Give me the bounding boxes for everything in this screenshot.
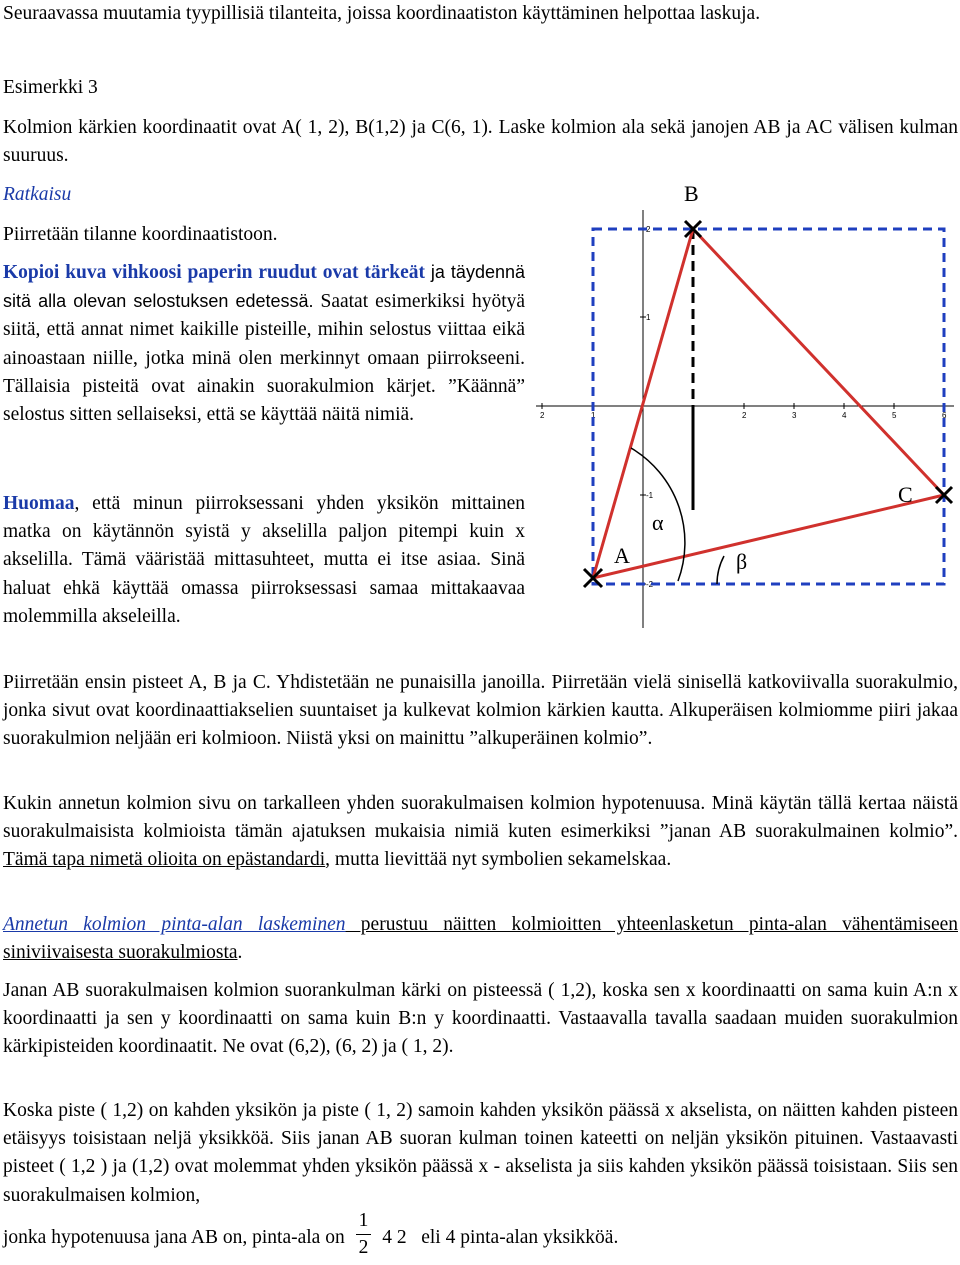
paragraph-6-expression: 4 2 [382, 1226, 407, 1248]
paragraph-2-b: , mutta lievittää nyt symbolien sekamelskaa. [325, 849, 672, 871]
huomaa-rest: , että minun piirroksessani yhden yksikön mittainen matka on käytännön syistä y akselilla paljon pitempi kuin x akselilla. Tämä vääristää mittasuhteet, mutta ei itse asiaa. Sinä haluat ehkä käyttää omassa piirroksessasi samaa mittakaavaa molemmilla akseleilla. [3, 493, 525, 627]
paragraph-3-underlined: perustuu näitten kolmioitten yhteenlasketun pinta-alan vähentämiseen siniviivaisesta suorakulmiosta [3, 914, 958, 964]
paragraph-2 [3, 790, 958, 875]
paragraph-5: Koska piste ( 1,2) on kahden yksikön ja piste ( 1, 2) samoin kahden yksikön päässä x akselista, on näitten kahden pisteen etäisyys toisistaan neljä yksikköä. Siis janan AB suoran kulman toinen kateetti on neljän yksikön pituinen. Vastaavasti pisteet ( 1,2 ) ja (1,2) ovat molemmat yhden yksikön päässä x - akselista ja siis kahden yksikön päässä toisistaan. Siis sen suorakulmaisen kolmion, [3, 1100, 958, 1206]
paragraph-6 [3, 1212, 958, 1265]
fraction-denominator: 2 [358, 1237, 369, 1258]
x-tick-label: 4 [842, 411, 847, 420]
label-b: B [684, 181, 699, 206]
label-a: A [614, 543, 630, 568]
note-rest: ja täydennä sitä alla olevan selostuksen edetessä. [3, 262, 525, 312]
step1-text: Piirretään tilanne koordinaatistoon. [3, 224, 278, 245]
paragraph-6-b: eli 4 pinta-alan yksikköä. [421, 1226, 619, 1248]
bold-note: Kopioi kuva vihkoosi paperin ruudut ovat tärkeät [3, 262, 431, 283]
example-title: Esimerkki 3 [3, 77, 98, 98]
paragraph-3-link: Annetun kolmion pinta-alan laskeminen [3, 914, 346, 935]
x-tick-labels [540, 411, 947, 420]
x-tick-label: 3 [792, 411, 797, 420]
y-tick-label: -1 [646, 491, 654, 500]
x-tick-label: 2 [742, 411, 747, 420]
x-tick-label: 5 [892, 411, 897, 420]
vertex-markers [584, 221, 952, 587]
label-alpha: α [652, 510, 664, 535]
paragraph-4: Janan AB suorakulmaisen kolmion suorankulman kärki on pisteessä ( 1,2), koska sen x koordinaatti on sama kuin A:n x koordinaatti ja sen y koordinaatti on sama kuin B:n y koordinaatti. Vastaavalla tavalla saadaan muiden suorakulmion kärkipisteiden koordinaatit. Ne ovat (6,2), (6, 2) ja ( 1, 2). [3, 980, 958, 1058]
x-tick-label: 6 [942, 411, 947, 420]
intro-text: Seuraavassa muutamia tyypillisiä tilanteita, joissa koordinaatiston käyttäminen helpottaa laskuja. [3, 3, 761, 24]
paragraph-1: Piirretään ensin pisteet A, B ja C. Yhdistetään ne punaisilla janoilla. Piirretään vielä sinisellä katkoviivalla suorakulmio, jonka sivut ovat koordinaattiakselien suuntaiset ja kulkevat kolmion kärkien kautta. Alkuperäisen kolmiomme piiri jakaa suorakulmion neljään eri kolmioon. Niistä yksi on mainittu ”alkuperäinen kolmio”. [3, 672, 958, 750]
x-tick-label: 1 [591, 411, 596, 420]
paragraph-2-underlined: Tämä tapa nimetä olioita on epästandardi [3, 849, 326, 871]
note-para: Saatat esimerkiksi hyötyä siitä, että annat nimet kaikille pisteille, mihin selostus viittaa eikä ainoastaan niille, jotka minä olen merkinnyt omaan piirrokseeni. Tällaisia pisteitä ovat ainakin suorakulmion kärjet. ”Käännä” selostus sitten sellaiseksi, että se käyttää näitä nimiä. [3, 291, 526, 426]
paragraph-2-a: Kukin annetun kolmion sivu on tarkalleen yhden suorakulmaisen kolmion hypotenuusa. Minä käytän tällä kertaa näistä suorakulmaisista kolmioista tämän ajatuksen mukaisia nimiä kuten esimerkiksi ”janan AB suorakulmainen kolmio”. [3, 793, 958, 843]
paragraph-3 [3, 911, 958, 967]
problem-text: Kolmion kärkien koordinaatit ovat A( 1, 2), B(1,2) ja C(6, 1). Laske kolmion ala sekä janojen AB ja AC välisen kulman suuruus. [3, 117, 958, 167]
coordinate-figure [536, 180, 956, 630]
y-tick-label: 2 [646, 225, 651, 234]
figure-labels [614, 181, 913, 574]
y-tick-label: 1 [646, 313, 651, 322]
angle-beta-arc [717, 556, 724, 584]
paragraph-6-a: jonka hypotenuusa jana AB on, pinta-ala on [3, 1226, 345, 1248]
solution-label: Ratkaisu [3, 184, 72, 205]
huomaa-bold: Huomaa [3, 493, 75, 514]
label-beta: β [736, 549, 748, 574]
y-tick-label: -2 [646, 580, 654, 589]
triangle-abc [593, 229, 944, 578]
paragraph-3-end: . [237, 942, 243, 964]
fraction-half [356, 1208, 372, 1261]
note-paragraph [3, 258, 525, 429]
fraction-numerator: 1 [356, 1208, 372, 1235]
label-c: C [898, 482, 913, 507]
x-tick-label: 2 [540, 411, 545, 420]
huomaa-paragraph [3, 490, 525, 631]
